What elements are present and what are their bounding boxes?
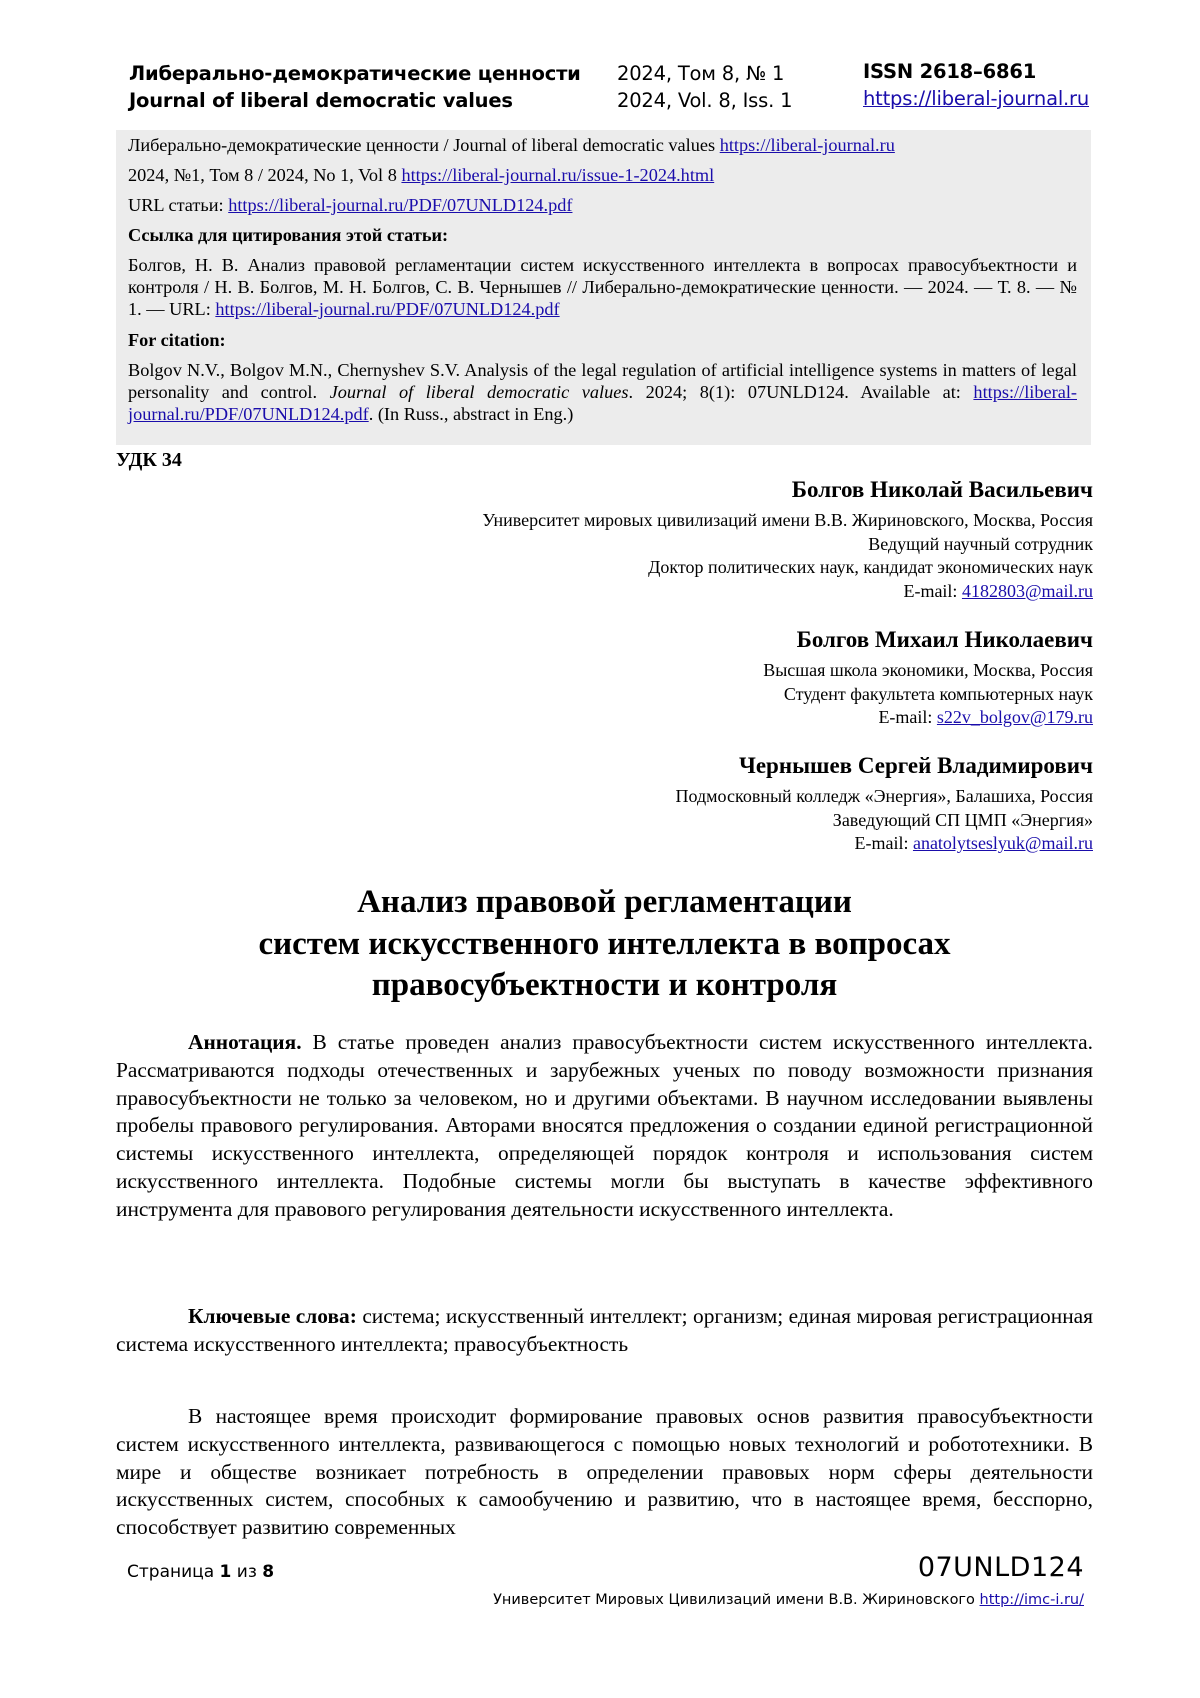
issn-block [863, 58, 1089, 112]
cite-heading-en: For citation: [128, 329, 1077, 351]
page-counter: Страница 1 из 8 [127, 1562, 274, 1582]
issn: ISSN 2618–6861 [863, 58, 1089, 85]
author-email-link[interactable]: anatolytseslyuk@mail.ru [913, 833, 1093, 853]
article-url-link[interactable]: https://liberal-journal.ru/PDF/07UNLD124.pdf [228, 195, 572, 215]
article-code: 07UNLD124 [918, 1552, 1084, 1583]
issue-line: 2024, №1, Том 8 / 2024, No 1, Vol 8 https://liberal-journal.ru/issue-1-2024.html [128, 164, 1077, 186]
author-1 [482, 476, 1093, 603]
issue-block [617, 60, 792, 114]
author-email-link[interactable]: 4182803@mail.ru [962, 581, 1093, 601]
cite-text-en: Bolgov N.V., Bolgov M.N., Chernyshev S.V. Analysis of the legal regulation of artificial intelligence systems in matters of legal personality and control. Journal of liberal democratic values. 2024; 8(1): 07UNLD124. Available at: https://liberal-journal.ru/PDF/07UNLD124.pdf. (In Russ., abstract in Eng.) [128, 359, 1077, 425]
udk-code: УДК 34 [116, 449, 182, 472]
author-name: Болгов Николай Васильевич [482, 476, 1093, 504]
citation-box [116, 130, 1091, 445]
author-name: Чернышев Сергей Владимирович [676, 752, 1093, 780]
author-affiliation: Высшая школа экономики, Москва, Россия [763, 659, 1093, 683]
author-affiliation: Университет мировых цивилизаций имени В.В. Жириновского, Москва, Россия [482, 509, 1093, 533]
abstract-text: В статье проведен анализ правосубъектности систем искусственного интеллекта. Рассматриваются подходы отечественных и зарубежных ученых по поводу возможности признания правосубъектности не только за человеком, но и другими объектами. В научном исследовании выявлены пробелы правового регулирования. Авторами вносятся предложения о создании единой регистрационной системы искусственного интеллекта, определяющей порядок контроля и использования систем искусственного интеллекта. Подобные системы могли бы выступать в качестве эффективного инструмента для правового регулирования деятельности искусственного интеллекта. [116, 1030, 1093, 1221]
author-degree: Доктор политических наук, кандидат экономических наук [482, 556, 1093, 580]
author-position: Заведующий СП ЦМП «Энергия» [676, 809, 1093, 833]
journal-site-link[interactable]: https://liberal-journal.ru [863, 87, 1089, 110]
cite-link-ru[interactable]: https://liberal-journal.ru/PDF/07UNLD124.pdf [215, 299, 559, 319]
body-paragraph: В настоящее время происходит формирование правовых основ развития правосубъектности систем искусственного интеллекта, развивающегося с помощью новых технологий и робототехники. В мире и обществе возникает потребность в определении правовых норм сферы деятельности искусственных систем, способных к самообучению и развитию, что в настоящее время, бесспорно, способствует развитию современных [116, 1403, 1093, 1542]
journal-link[interactable]: https://liberal-journal.ru [720, 135, 895, 155]
author-email-line: E-mail: 4182803@mail.ru [482, 580, 1093, 604]
author-2 [763, 626, 1093, 730]
university-link[interactable]: http://imc-i.ru/ [980, 1592, 1084, 1608]
journal-title-block [129, 60, 581, 114]
author-email-link[interactable]: s22v_bolgov@179.ru [937, 707, 1093, 727]
author-email-line: E-mail: s22v_bolgov@179.ru [763, 706, 1093, 730]
cite-text-ru: Болгов, Н. В. Анализ правовой регламентации систем искусственного интеллекта в вопросах правосубъектности и контроля / Н. В. Болгов, М. Н. Болгов, С. В. Чернышев // Либерально-демократические ценности. — 2024. — Т. 8. — № 1. — URL: https://liberal-journal.ru/PDF/07UNLD124.pdf [128, 254, 1077, 320]
author-affiliation: Подмосковный колледж «Энергия», Балашиха, Россия [676, 785, 1093, 809]
journal-line: Либерально-демократические ценности / Journal of liberal democratic values https://liberal-journal.ru [128, 134, 1077, 156]
abstract [116, 1029, 1093, 1224]
author-name: Болгов Михаил Николаевич [763, 626, 1093, 654]
keywords-text: система; искусственный интеллект; организм; единая мировая регистрационная система искусственного интеллекта; правосубъектность [116, 1304, 1093, 1356]
author-position: Ведущий научный сотрудник [482, 533, 1093, 557]
footer-university: Университет Мировых Цивилизаций имени В.В. Жириновского http://imc-i.ru/ [493, 1592, 1084, 1608]
keywords [116, 1303, 1093, 1359]
keywords-label: Ключевые слова: [188, 1304, 357, 1328]
issue-ru: 2024, Том 8, № 1 [617, 60, 792, 87]
cite-heading-ru: Ссылка для цитирования этой статьи: [128, 224, 1077, 246]
issue-en: 2024, Vol. 8, Iss. 1 [617, 87, 792, 114]
author-3 [676, 752, 1093, 856]
cite-link-en[interactable]: https://liberal-journal.ru/PDF/07UNLD124.pdf [128, 382, 1077, 424]
author-email-line: E-mail: anatolytseslyuk@mail.ru [676, 832, 1093, 856]
article-title: Анализ правовой регламентации систем искусственного интеллекта в вопросах правосубъектности и контроля [116, 882, 1093, 1007]
author-position: Студент факультета компьютерных наук [763, 683, 1093, 707]
journal-title-en: Journal of liberal democratic values [129, 87, 581, 114]
abstract-label: Аннотация. [188, 1030, 302, 1054]
issue-link[interactable]: https://liberal-journal.ru/issue-1-2024.html [401, 165, 714, 185]
journal-title-ru: Либерально-демократические ценности [129, 60, 581, 87]
article-url-line: URL статьи: https://liberal-journal.ru/PDF/07UNLD124.pdf [128, 194, 1077, 216]
